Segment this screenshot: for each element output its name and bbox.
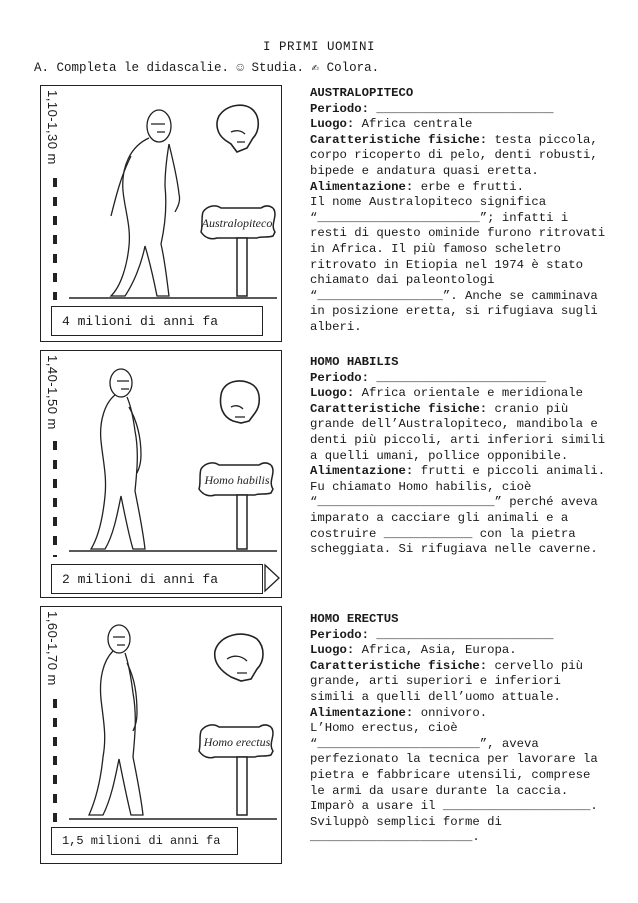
field-luogo: Luogo: Africa, Asia, Europa. bbox=[310, 643, 517, 658]
height-label: 1,40-1,50 m bbox=[45, 355, 60, 430]
field-luogo: Luogo: Africa orientale e meridionale bbox=[310, 386, 584, 401]
sign-label: Homo habilis bbox=[204, 473, 270, 487]
homo-habilis-illustration bbox=[61, 351, 281, 561]
height-label: 1,60-1,70 m bbox=[45, 611, 60, 686]
height-ruler bbox=[53, 178, 57, 300]
height-label: 1,10-1,30 m bbox=[45, 90, 60, 165]
field-periodo: Periodo: ________________________ bbox=[310, 627, 554, 642]
sign-label: Australopiteco bbox=[201, 216, 273, 230]
field-caratteristiche: Caratteristiche fisiche: cranio più grande dell’Australopiteco, mandibola e denti più piccoli, arti inferiori simili a quelli umani, pollice opponibile. bbox=[310, 401, 613, 463]
section-heading: HOMO ERECTUS bbox=[310, 612, 399, 626]
field-alimentazione: Alimentazione: erbe e frutti. bbox=[310, 179, 525, 194]
field-alimentazione: Alimentazione: frutti e piccoli animali. bbox=[310, 464, 606, 479]
panel-homo-habilis bbox=[40, 350, 282, 598]
instructions: A. Completa le didascalie. ☺ Studia. ✍ Colora. bbox=[34, 61, 380, 75]
body-text: L’Homo erectus, cioè “______________________”, aveva perfezionato la tecnica per lavorare la pietra e fabbricare utensili, comprese le armi da usare durante la caccia. Imparò a usare il ____________________. Sviluppò semplici forme di ______________________. bbox=[310, 721, 598, 845]
body-text: Il nome Australopiteco significa “______________________”; infatti i resti di questo ominide furono ritrovati in Africa. Il più famoso scheletro ritrovato in Etiopia nel 1974 è stato chiamato dai paleontologi “_________________”. Anche se camminava in posizione eretta, si rifugiava sugli alberi. bbox=[310, 195, 613, 334]
field-caratteristiche: Caratteristiche fisiche: cervello più grande, arti superiori e inferiori simili a quelli dell’uomo attuale. bbox=[310, 658, 591, 704]
field-periodo: Periodo: _______________________ bbox=[310, 370, 547, 385]
panel-homo-erectus bbox=[40, 606, 282, 864]
field-alimentazione: Alimentazione: onnivoro. bbox=[310, 705, 488, 720]
description-australopiteco bbox=[310, 86, 613, 336]
section-heading: AUSTRALOPITECO bbox=[310, 86, 414, 100]
date-label: 1,5 milioni di anni fa bbox=[51, 827, 238, 855]
field-caratteristiche: Caratteristiche fisiche: testa piccola, corpo ricoperto di pelo, denti robusti, bipede e andatura quasi eretta. bbox=[310, 132, 606, 178]
body-text: Fu chiamato Homo habilis, cioè “________________________” perché aveva imparato a cacciare gli animali e a costruire ____________ con la pietra scheggiata. Si rifugiava nelle caverne. bbox=[310, 479, 606, 557]
page-title: I PRIMI UOMINI bbox=[262, 40, 376, 54]
height-ruler bbox=[53, 441, 57, 557]
panel-australopiteco bbox=[40, 85, 282, 342]
field-luogo: Luogo: Africa centrale bbox=[310, 117, 473, 132]
australopithecus-illustration bbox=[61, 86, 281, 306]
description-homo-habilis bbox=[310, 355, 613, 558]
sign-label: Homo erectus bbox=[203, 735, 271, 749]
homo-erectus-illustration bbox=[61, 607, 281, 827]
height-ruler bbox=[53, 699, 57, 829]
field-periodo: Periodo: ________________________ bbox=[310, 101, 554, 116]
date-label: 4 milioni di anni fa bbox=[51, 306, 263, 336]
date-label: 2 milioni di anni fa bbox=[51, 564, 263, 594]
description-homo-erectus bbox=[310, 612, 610, 846]
section-heading: HOMO HABILIS bbox=[310, 355, 399, 369]
arrow-right-icon bbox=[263, 563, 281, 593]
